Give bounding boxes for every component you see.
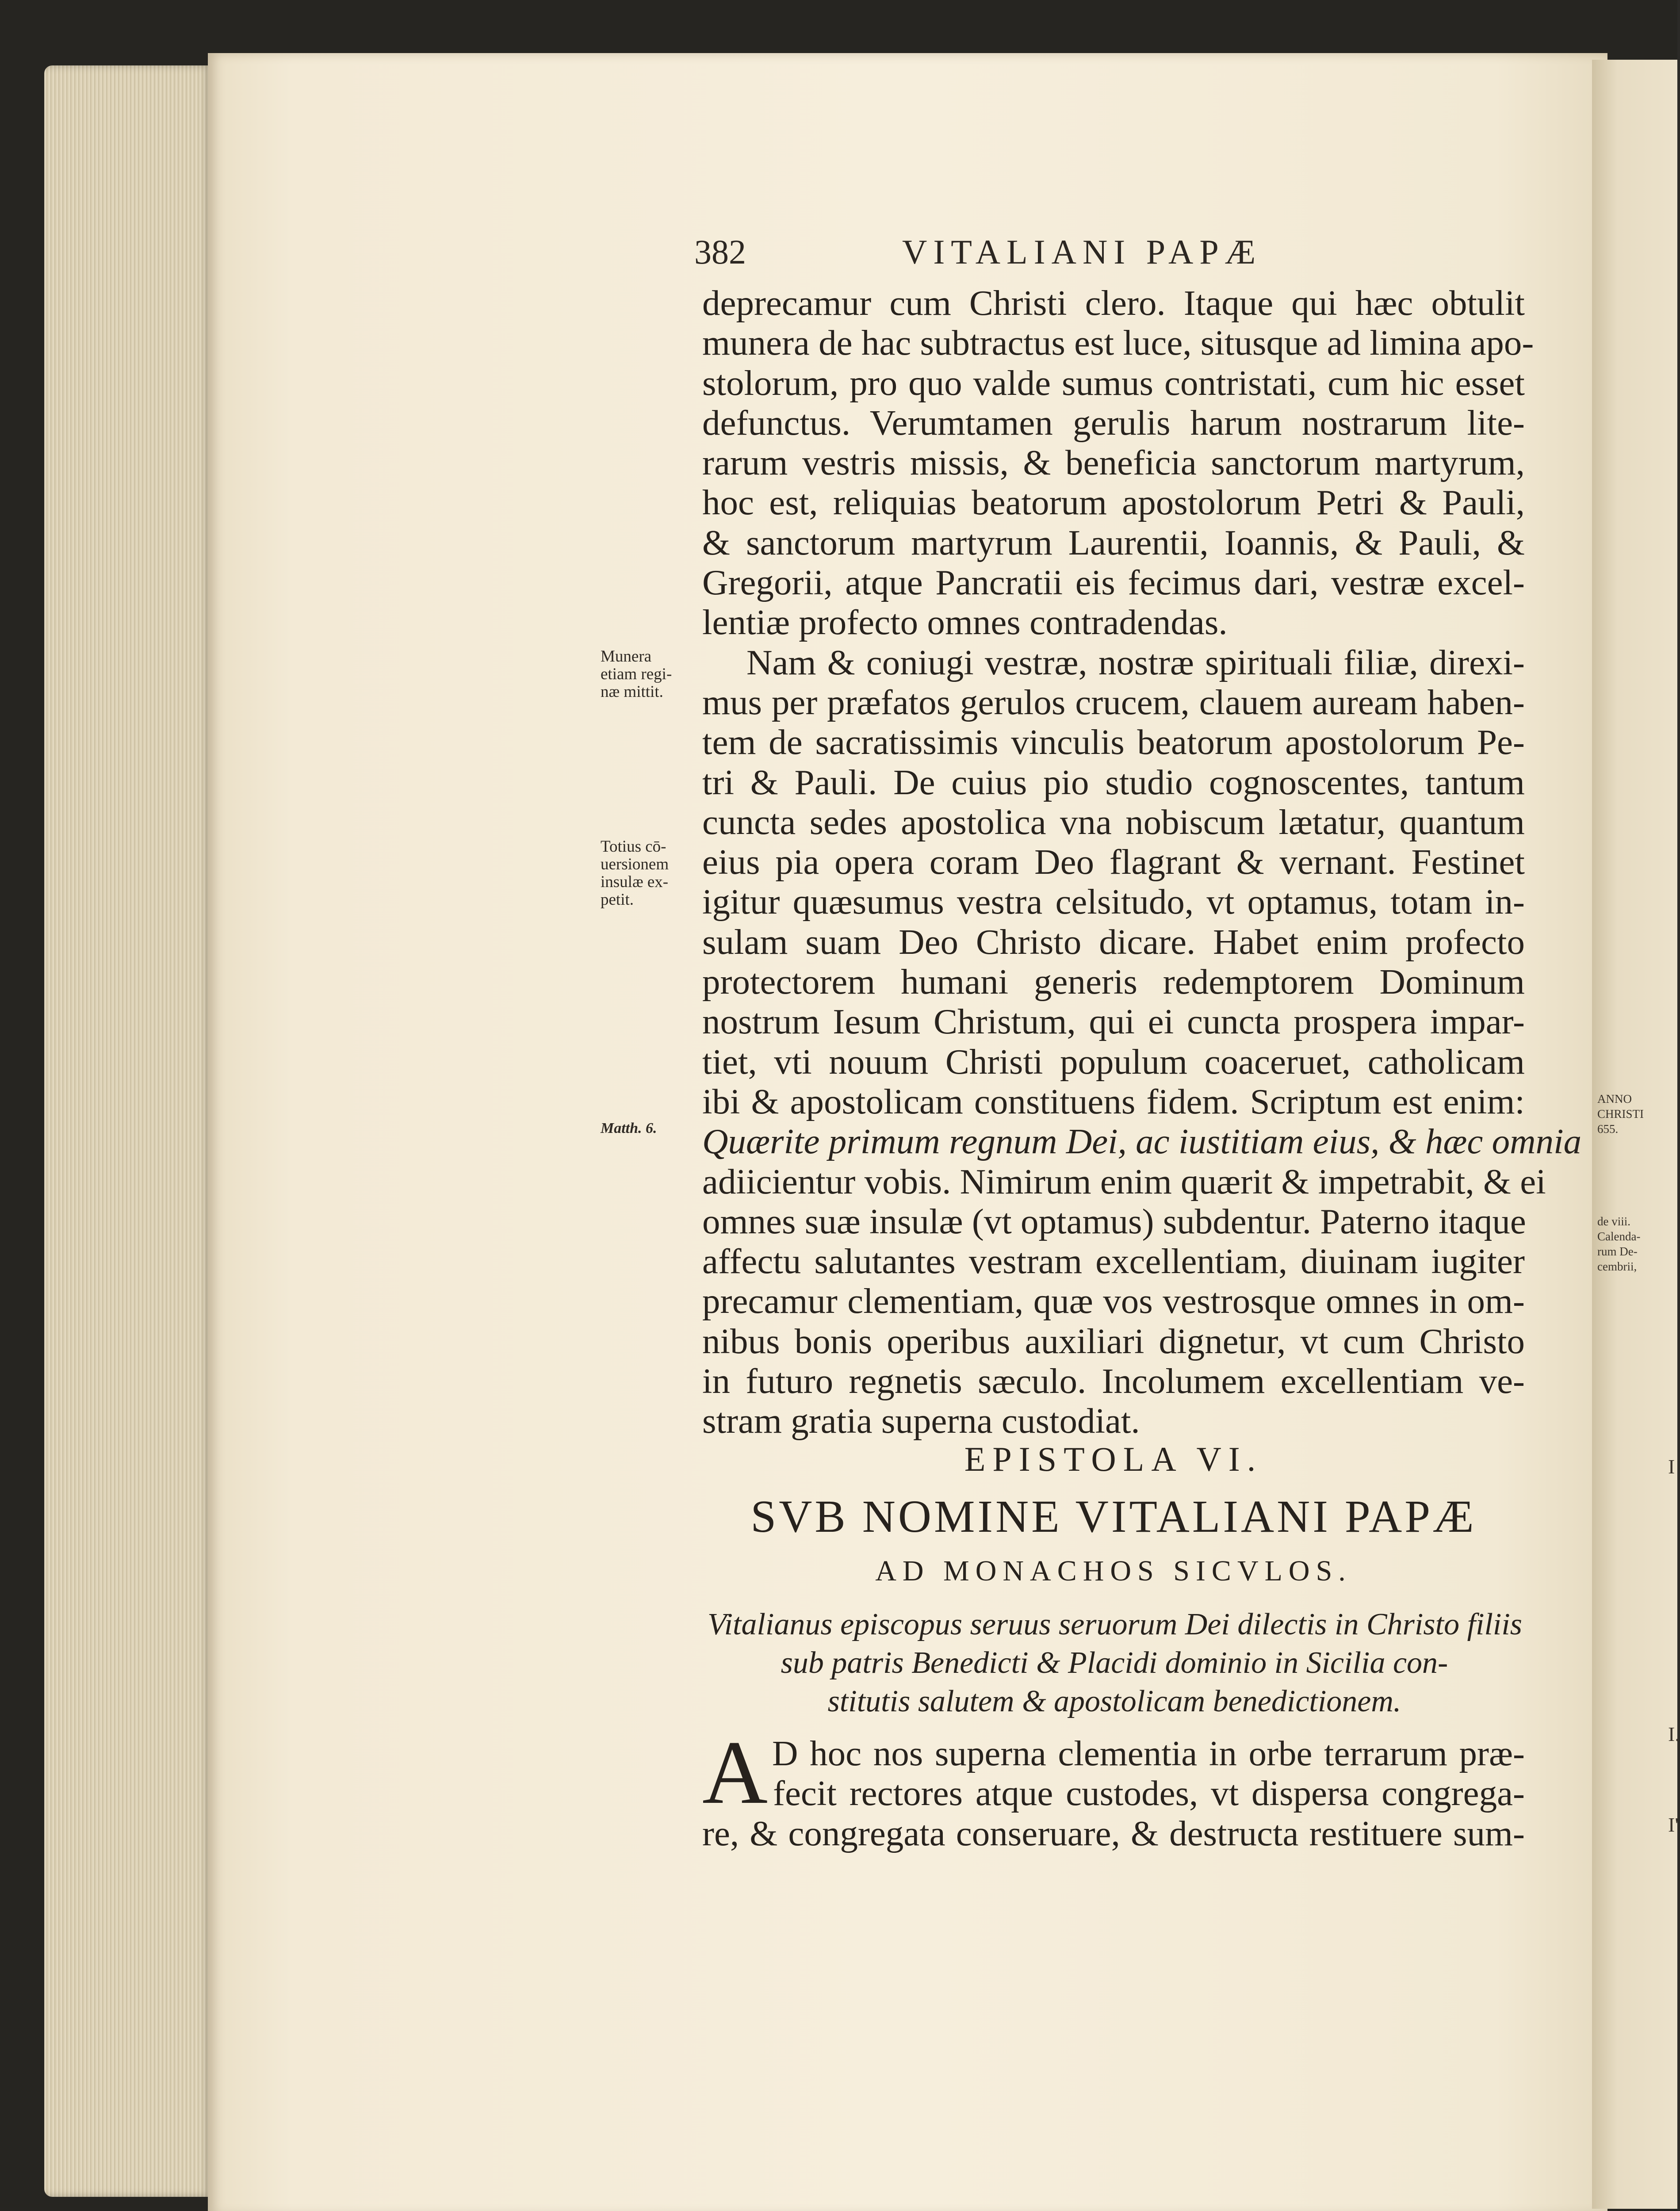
page-header — [694, 232, 1530, 281]
epistola-title-heading: SVB NOMINE VITALIANI PAPÆ — [750, 1491, 1477, 1542]
text-line: munera de hac subtractus est luce, situsque ad limina apo- — [702, 323, 1534, 363]
text-line: tiet, vti nouum Christi populum coaceruet, catholicam — [702, 1041, 1525, 1082]
salutation: Vitalianus episcopus seruus seruorum Dei dilectis in Christo filiis sub patris Benedicti & Placidi dominio in Sicilia con- stitutis salutem & apostolicam benedictionem. — [708, 1607, 1523, 1718]
text-line: stolorum, pro quo valde sumus contristati, cum hic esset — [702, 363, 1525, 403]
main-text-block — [702, 283, 1582, 1441]
text-line: mus per præfatos gerulos crucem, clauem auream haben- — [702, 682, 1525, 722]
drop-cap: A — [702, 1722, 768, 1823]
text-line: nibus bonis operibus auxiliari dignetur, vt cum Christo — [702, 1321, 1525, 1361]
text-line: ibi & apostolicam constituens fidem. Scriptum est enim: — [702, 1081, 1525, 1121]
facing-page-note: de viii. Calenda- rum De- cembrii, — [1597, 1215, 1641, 1273]
epistola-number-heading: EPISTOLA VI. — [964, 1440, 1263, 1478]
text-line: Nam & coniugi vestræ, nostræ spirituali filiæ, direxi- — [746, 642, 1525, 682]
facing-page-mark: I' — [1668, 1813, 1679, 1836]
epistola-recipient-heading: AD MONACHOS SICVLOS. — [875, 1555, 1352, 1587]
margin-note-totius: Totius cō- uersionem insulæ ex- petit. — [601, 838, 669, 909]
facing-page-mark: I. — [1668, 1723, 1680, 1745]
text-line: rarum vestris missis, & beneficia sanctorum martyrum, — [702, 443, 1525, 483]
margin-note-munera: Munera etiam regi- næ mittit. — [601, 647, 672, 701]
scripture-quote-line: Quærite primum regnum Dei, ac iustitiam eius, & hæc omnia — [702, 1121, 1582, 1162]
text-line: cuncta sedes apostolica vna nobiscum lætatur, quantum — [702, 802, 1525, 842]
text-line: protectorem humani generis redemptorem Dominum — [702, 962, 1525, 1002]
text-line: Gregorii, atque Pancratii eis fecimus dari, vestræ excel- — [702, 562, 1525, 603]
text-line: re, & congregata conseruare, & destructa restituere sum- — [702, 1813, 1525, 1853]
text-line: tem de sacratissimis vinculis beatorum apostolorum Pe- — [702, 722, 1525, 762]
text-line: igitur quæsumus vestra celsitudo, vt optamus, totam in- — [702, 882, 1525, 922]
text-line: tri & Pauli. De cuius pio studio cognoscentes, tantum — [702, 762, 1525, 802]
text-line: sulam suam Deo Christo dicare. Habet enim profecto — [702, 922, 1525, 962]
text-line: eius pia opera coram Deo flagrant & vernant. Festinet — [702, 842, 1525, 882]
page-number: 382 — [694, 233, 746, 271]
text-line: defunctus. Verumtamen gerulis harum nostrarum lite- — [702, 402, 1525, 443]
text-line: deprecamur cum Christi clero. Itaque qui hæc obtulit — [702, 283, 1525, 323]
text-line: omnes suæ insulæ (vt optamus) subdentur. Paterno itaque — [702, 1201, 1526, 1241]
epistola-opening — [702, 1722, 1525, 1853]
text-line: stram gratia superna custodiat. — [702, 1401, 1140, 1441]
margin-note-matth: Matth. 6. — [601, 1120, 657, 1136]
book-page-edges — [44, 65, 212, 2197]
running-title: VITALIANI PAPÆ — [902, 233, 1262, 271]
text-line: & sanctorum martyrum Laurentii, Ioannis, & Pauli, & — [702, 522, 1525, 562]
text-line: in futuro regnetis sæculo. Incolumem excellentiam ve- — [702, 1361, 1525, 1401]
text-line: nostrum Iesum Christum, qui ei cuncta prospera impar- — [702, 1002, 1525, 1042]
text-line: fecit rectores atque custodes, vt dispersa congrega- — [773, 1773, 1525, 1813]
text-line: lentiæ profecto omnes contradendas. — [702, 602, 1228, 643]
text-line: precamur clementiam, quæ vos vestrosque omnes in om- — [702, 1281, 1525, 1321]
text-line: adiicientur vobis. Nimirum enim quærit & impetrabit, & ei — [702, 1161, 1546, 1201]
text-line: affectu salutantes vestram excellentiam, diuinam iugiter — [702, 1241, 1525, 1281]
text-line: D hoc nos superna clementia in orbe terrarum præ- — [772, 1733, 1525, 1773]
facing-page-mark: I — [1668, 1455, 1675, 1478]
text-line: hoc est, reliquias beatorum apostolorum Petri & Pauli, — [702, 482, 1525, 523]
facing-page-note: ANNO CHRISTI 655. — [1597, 1092, 1644, 1136]
